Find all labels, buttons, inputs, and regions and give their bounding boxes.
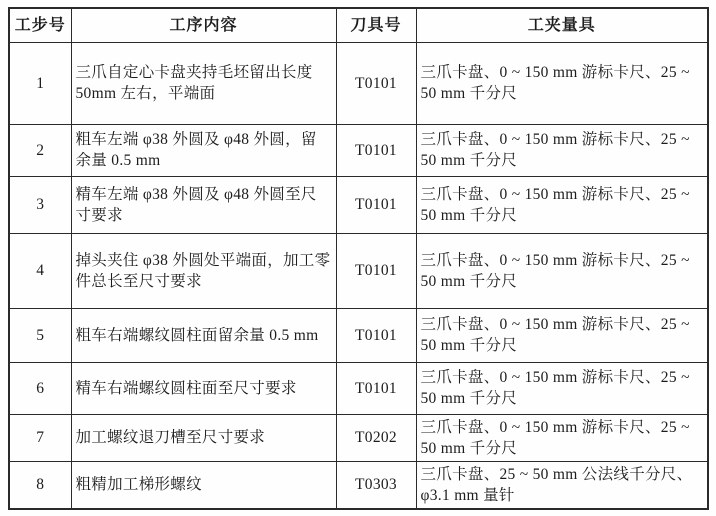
table-row bbox=[9, 124, 708, 176]
step-number: 8 bbox=[9, 461, 71, 509]
process-content: 粗车左端 φ38 外圆及 φ48 外圆，留余量 0.5 mm bbox=[71, 124, 336, 176]
header-row bbox=[9, 8, 708, 42]
tool-number: T0101 bbox=[336, 362, 416, 414]
machining-process-table bbox=[8, 7, 709, 510]
table-row bbox=[9, 461, 708, 509]
step-number: 7 bbox=[9, 414, 71, 461]
tool-number: T0101 bbox=[336, 308, 416, 362]
tool-number: T0202 bbox=[336, 414, 416, 461]
table-row bbox=[9, 176, 708, 233]
process-content: 加工螺纹退刀槽至尺寸要求 bbox=[71, 414, 336, 461]
step-number: 3 bbox=[9, 176, 71, 233]
fixture-gauges: 三爪卡盘、0 ~ 150 mm 游标卡尺、25 ~ 50 mm 千分尺 bbox=[416, 176, 708, 233]
process-content: 粗精加工梯形螺纹 bbox=[71, 461, 336, 509]
step-number: 1 bbox=[9, 42, 71, 124]
process-content: 精车左端 φ38 外圆及 φ48 外圆至尺寸要求 bbox=[71, 176, 336, 233]
fixture-gauges: 三爪卡盘、25 ~ 50 mm 公法线千分尺、φ3.1 mm 量针 bbox=[416, 461, 708, 509]
table-row bbox=[9, 233, 708, 308]
tool-number: T0101 bbox=[336, 176, 416, 233]
process-content: 掉头夹住 φ38 外圆处平端面，加工零件总长至尺寸要求 bbox=[71, 233, 336, 308]
tool-number: T0101 bbox=[336, 42, 416, 124]
step-number: 5 bbox=[9, 308, 71, 362]
col-header-step-number: 工步号 bbox=[9, 8, 71, 42]
tool-number: T0101 bbox=[336, 233, 416, 308]
step-number: 4 bbox=[9, 233, 71, 308]
step-number: 2 bbox=[9, 124, 71, 176]
col-header-tool-number: 刀具号 bbox=[336, 8, 416, 42]
fixture-gauges: 三爪卡盘、0 ~ 150 mm 游标卡尺、25 ~ 50 mm 千分尺 bbox=[416, 414, 708, 461]
fixture-gauges: 三爪卡盘、0 ~ 150 mm 游标卡尺、25 ~ 50 mm 千分尺 bbox=[416, 362, 708, 414]
process-content: 粗车右端螺纹圆柱面留余量 0.5 mm bbox=[71, 308, 336, 362]
process-content: 精车右端螺纹圆柱面至尺寸要求 bbox=[71, 362, 336, 414]
fixture-gauges: 三爪卡盘、0 ~ 150 mm 游标卡尺、25 ~ 50 mm 千分尺 bbox=[416, 308, 708, 362]
fixture-gauges: 三爪卡盘、0 ~ 150 mm 游标卡尺、25 ~ 50 mm 千分尺 bbox=[416, 42, 708, 124]
fixture-gauges: 三爪卡盘、0 ~ 150 mm 游标卡尺、25 ~ 50 mm 千分尺 bbox=[416, 124, 708, 176]
col-header-process-content: 工序内容 bbox=[71, 8, 336, 42]
step-number: 6 bbox=[9, 362, 71, 414]
tool-number: T0101 bbox=[336, 124, 416, 176]
fixture-gauges: 三爪卡盘、0 ~ 150 mm 游标卡尺、25 ~ 50 mm 千分尺 bbox=[416, 233, 708, 308]
table-row bbox=[9, 362, 708, 414]
table-row bbox=[9, 42, 708, 124]
tool-number: T0303 bbox=[336, 461, 416, 509]
col-header-fixture-gauges: 工夹量具 bbox=[416, 8, 708, 42]
table-row bbox=[9, 414, 708, 461]
process-content: 三爪自定心卡盘夹持毛坯留出长度 50mm 左右，平端面 bbox=[71, 42, 336, 124]
table-row bbox=[9, 308, 708, 362]
